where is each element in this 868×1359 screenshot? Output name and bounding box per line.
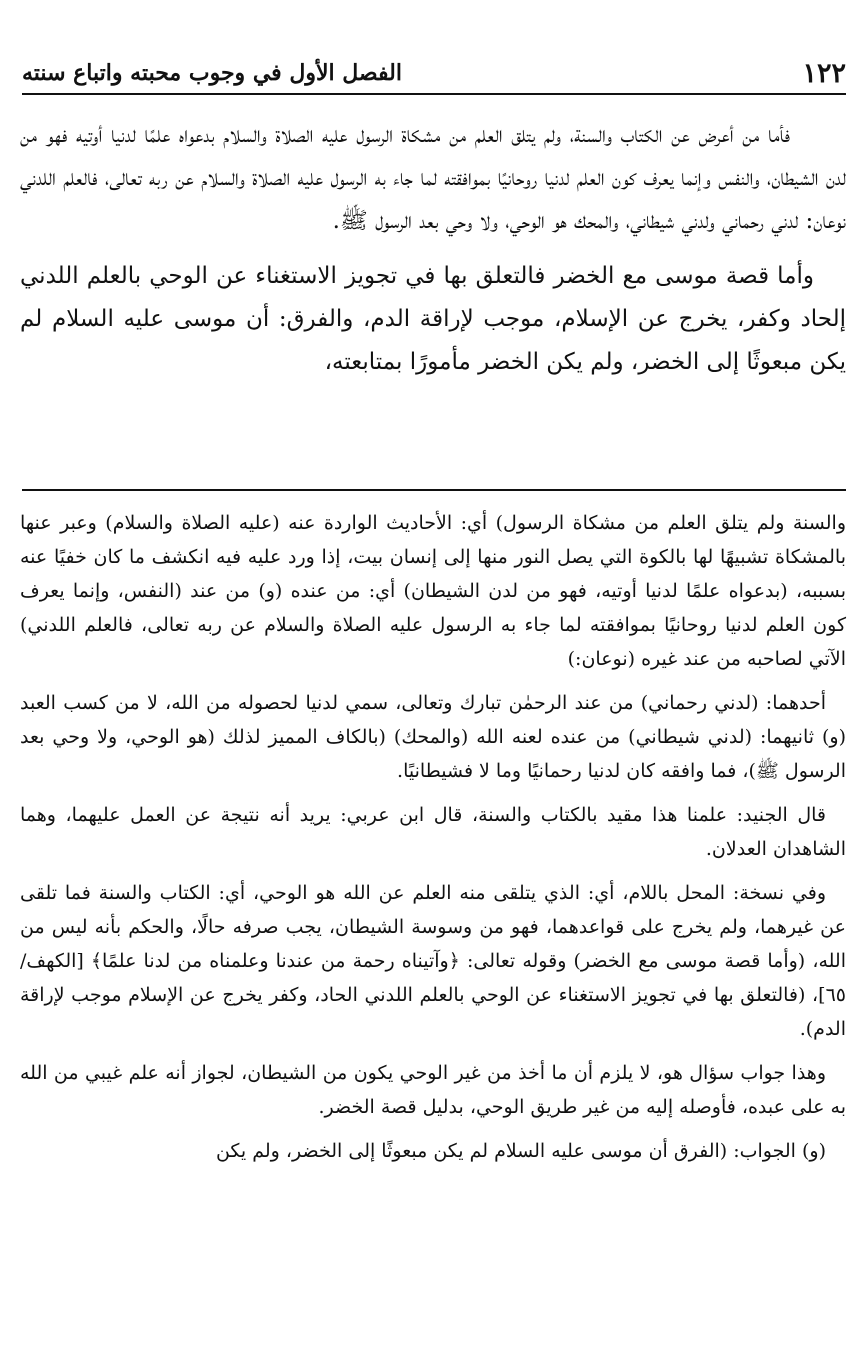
commentary-paragraph: (و) الجواب: (الفرق أن موسى عليه السلام لم يكن مبعوثًا إلى الخضر، ولم يكن bbox=[215, 1140, 826, 1162]
running-title: الفصل الأول في وجوب محبته واتباع سنته bbox=[22, 60, 402, 86]
commentary bbox=[20, 506, 846, 1168]
commentary-paragraph: وفي نسخة: المحل باللام، أي: الذي يتلقى منه العلم عن الله هو الوحي، أي: الكتاب والسنة فما تلقى عن غيرهما، ولم يخرج على قواعدهما، فهو من وسوسة الشيطان، يجب صرفه حالًا، والحكم بأنه ليس من الله، (وأما قصة موسى مع الخضر) وقوله تعالى: ﴿وآتيناه رحمة من عندنا وعلمناه من لدنا علمًا﴾ [الكهف/٦٥]، (فالتعلق بها في تجويز الاستغناء عن الوحي بالعلم اللدني الحاد، وكفر يخرج عن الإسلام موجب لإراقة الدم). bbox=[20, 882, 846, 1040]
commentary-paragraph: وهذا جواب سؤال هو، لا يلزم أن ما أخذ من غير الوحي يكون من الشيطان، لجواز أنه علم غيبي من الله به على عبده، فأوصله إليه من غير طريق الوحي، بدليل قصة الخضر. bbox=[20, 1062, 846, 1118]
commentary-divider bbox=[22, 489, 846, 491]
page-number: ١٢٢ bbox=[802, 58, 846, 89]
main-paragraph: وأما قصة موسى مع الخضر فالتعلق بها في تجويز الاستغناء عن الوحي بالعلم اللدني إلحاد وكفر، يخرج عن الإسلام، موجب لإراقة الدم، والفرق: أن موسى عليه السلام لم يكن مبعوثًا إلى الخضر، ولم يكن الخضر مأمورًا بمتابعته، bbox=[20, 263, 846, 375]
header-divider bbox=[22, 93, 846, 95]
commentary-paragraph: والسنة ولم يتلق العلم من مشكاة الرسول) أي: الأحاديث الواردة عنه (عليه الصلاة والسلام) وعبر عنها بالمشكاة تشبيهًا لها بالكوة التي يصل النور منها إلى إنسان بيت، إذا ورد عليه فيه انكشف ما كان خفيًا عنه بسببه، (بدعواه علمًا لدنيا أوتيه، فهو من لدن الشيطان) أي: من عنده (و) من عند (النفس، وإنما يعرف كون العلم لدنيا روحانيًا بموافقته لما جاء به الرسول عليه الصلاة والسلام عن ربه تعالى، فالعلم اللدني) الآتي لصاحبه من عند غيره (نوعان:) bbox=[20, 512, 846, 670]
main-paragraph: فأما من أعرض عن الكتاب والسنة، ولم يتلق العلم من مشكاة الرسول عليه الصلاة والسلام بدعواه علمًا لدنيا أوتيه فهو من لدن الشيطان، والنفس وإنما يعرف كون العلم لدنيا روحانيًا بموافقته لما جاء به الرسول عليه الصلاة والسلام عن ربه تعالى، فالعلم اللدني نوعان: لدني رحماني ولدني شيطاني، والمحك هو الوحي، ولا وحي بعد الرسول ﷺ. bbox=[20, 122, 846, 234]
main-text bbox=[20, 114, 846, 396]
commentary-paragraph: أحدهما: (لدني رحماني) من عند الرحمٰن تبارك وتعالى، سمي لدنيا لحصوله من الله، لا من كسب العبد (و) ثانيهما: (لدني شيطاني) من عنده لعنه الله (والمحك) (بالكاف المميز لذلك (هو الوحي، ولا وحي بعد الرسول ﷺ)، فما وافقه كان لدنيا رحمانيًا وما لا فشيطانيًا. bbox=[20, 692, 846, 782]
page-header bbox=[22, 54, 846, 94]
commentary-paragraph: قال الجنيد: علمنا هذا مقيد بالكتاب والسنة، قال ابن عربي: يريد أنه نتيجة عن العمل عليهما، وهما الشاهدان العدلان. bbox=[20, 804, 846, 860]
